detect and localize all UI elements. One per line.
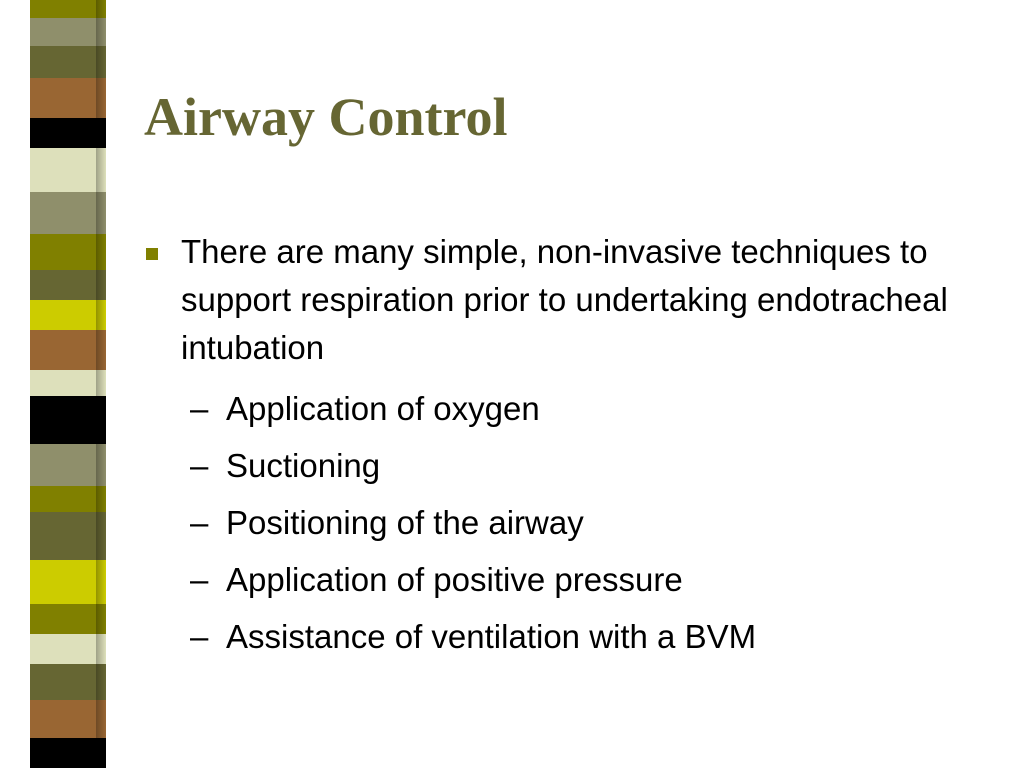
sub-bullet-item <box>144 437 964 494</box>
decorative-stripe-band <box>30 0 106 768</box>
sub-bullet-list <box>144 380 964 665</box>
sub-bullet-item <box>144 608 964 665</box>
dash-bullet-icon: – <box>190 504 209 541</box>
slide-title: Airway Control <box>144 87 508 147</box>
sub-bullet-item <box>144 551 964 608</box>
dash-bullet-icon: – <box>190 561 209 598</box>
sub-bullet-item <box>144 494 964 551</box>
dash-bullet-icon: – <box>190 447 209 484</box>
slide-content <box>144 228 964 665</box>
square-bullet-icon <box>146 248 158 260</box>
main-bullet-text: There are many simple, non-invasive techniques to support respiration prior to undertaking endotracheal intubation <box>181 233 948 366</box>
sub-bullet-text: Suctioning <box>226 447 381 484</box>
sub-bullet-text: Application of positive pressure <box>226 561 683 598</box>
sub-bullet-text: Positioning of the airway <box>226 504 584 541</box>
sub-bullet-text: Assistance of ventilation with a BVM <box>226 618 757 655</box>
sub-bullet-item <box>144 380 964 437</box>
dash-bullet-icon: – <box>190 390 209 427</box>
dash-bullet-icon: – <box>190 618 209 655</box>
sub-bullet-text: Application of oxygen <box>226 390 540 427</box>
main-bullet <box>144 228 964 372</box>
stripe-band-shadow <box>96 0 106 768</box>
